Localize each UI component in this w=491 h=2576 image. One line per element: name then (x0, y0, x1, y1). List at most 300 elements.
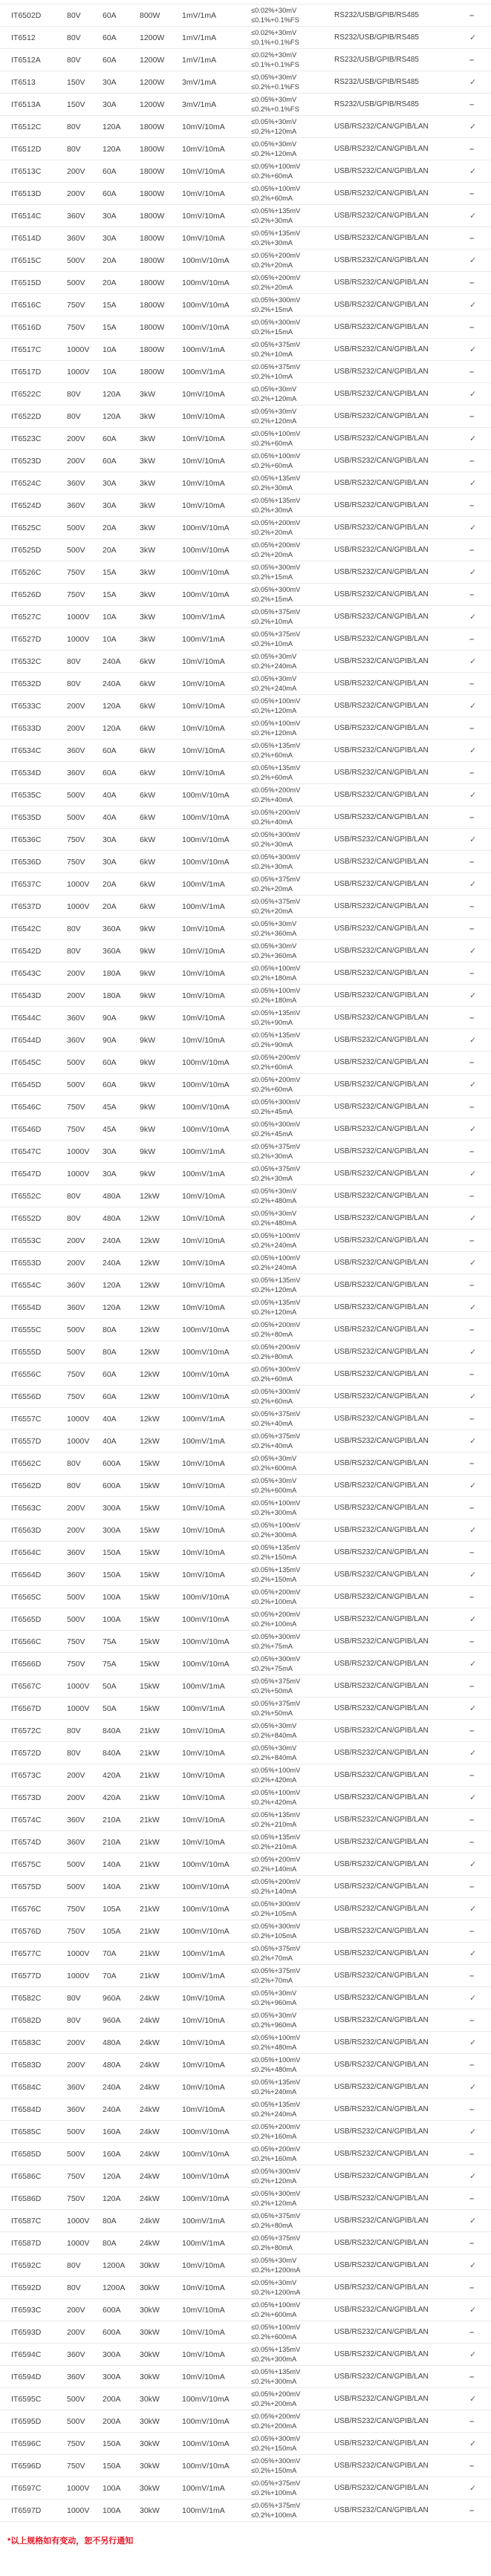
accuracy-voltage-line: ≤0.02%+30mV (251, 7, 297, 15)
interfaces-cell: USB/RS232/CAN/GPIB/LAN (334, 368, 429, 376)
resolution-cell: 100mV/10mA (182, 590, 230, 599)
status-cell (461, 2328, 491, 2337)
table-row (0, 2121, 491, 2143)
resolution-cell: 100mV/1mA (182, 1147, 225, 1156)
power-cell: 12kW (140, 1414, 160, 1424)
status-cell (461, 2082, 491, 2092)
accuracy-current-line: ≤0.2%+300mA (251, 1530, 297, 1539)
voltage-cell: 1000V (67, 879, 90, 889)
accuracy-current-line: ≤0.2%+180mA (251, 996, 297, 1004)
accuracy-cell (251, 986, 334, 1004)
accuracy-voltage-line: ≤0.05%+200mV (251, 1856, 301, 1864)
status-cell (461, 1859, 491, 1869)
accuracy-current-line: ≤0.1%+0.1%FS (251, 38, 299, 46)
interfaces-cell: USB/RS232/CAN/GPIB/LAN (334, 323, 429, 331)
check-icon: ✓ (469, 1860, 477, 1869)
accuracy-cell (251, 1855, 334, 1873)
power-cell: 3kW (140, 523, 155, 532)
dash-icon: – (469, 901, 475, 911)
accuracy-voltage-line: ≤0.05%+375mV (251, 1143, 301, 1151)
accuracy-cell (251, 1365, 334, 1383)
current-cell: 840A (103, 1748, 121, 1758)
power-cell: 3kW (140, 434, 155, 443)
power-cell: 12kW (140, 1369, 160, 1379)
accuracy-cell (251, 1833, 334, 1851)
dash-icon: – (469, 924, 475, 933)
power-cell: 12kW (140, 1302, 160, 1312)
voltage-cell: 80V (67, 33, 81, 42)
accuracy-cell (251, 852, 334, 870)
interfaces-cell: USB/RS232/CAN/GPIB/LAN (334, 947, 429, 955)
resolution-cell: 10mV/10mA (182, 2305, 225, 2315)
status-cell (461, 211, 491, 221)
resolution-cell: 100mV/1mA (182, 367, 225, 376)
dash-icon: – (469, 1414, 475, 1424)
power-cell: 6kW (140, 879, 155, 889)
interfaces-cell: USB/RS232/CAN/GPIB/LAN (334, 2194, 429, 2202)
resolution-cell: 10mV/10mA (182, 2104, 225, 2114)
current-cell: 600A (103, 1458, 121, 1468)
accuracy-voltage-line: ≤0.05%+100mV (251, 452, 301, 460)
interfaces-cell: USB/RS232/CAN/GPIB/LAN (334, 1704, 429, 1712)
table-row (0, 1586, 491, 1608)
status-cell (461, 656, 491, 666)
resolution-cell: 10mV/10mA (182, 946, 225, 956)
power-cell: 1800W (140, 322, 165, 332)
accuracy-voltage-line: ≤0.05%+100mV (251, 1789, 301, 1797)
status-cell (461, 2216, 491, 2226)
dash-icon: – (469, 1882, 475, 1891)
accuracy-voltage-line: ≤0.05%+100mV (251, 1254, 301, 1262)
table-row (0, 1297, 491, 1319)
check-icon: ✓ (469, 1214, 477, 1223)
table-row (0, 1898, 491, 1920)
check-icon: ✓ (469, 390, 477, 399)
interfaces-cell: USB/RS232/CAN/GPIB/LAN (334, 2261, 429, 2269)
voltage-cell: 750V (67, 1926, 85, 1936)
check-icon: ✓ (469, 1437, 477, 1446)
dash-icon: – (469, 2149, 475, 2159)
accuracy-current-line: ≤0.2%+140mA (251, 1865, 297, 1873)
resolution-cell: 10mV/10mA (182, 2015, 225, 2025)
interfaces-cell: USB/RS232/CAN/GPIB/LAN (334, 1125, 429, 1133)
resolution-cell: 10mV/10mA (182, 500, 225, 510)
table-row (0, 1965, 491, 1987)
interfaces-cell: USB/RS232/CAN/GPIB/LAN (334, 657, 429, 665)
status-cell (461, 389, 491, 399)
current-cell: 80A (103, 1347, 117, 1357)
dash-icon: – (469, 1681, 475, 1691)
interfaces-cell: USB/RS232/CAN/GPIB/LAN (334, 2127, 429, 2136)
power-cell: 21kW (140, 1971, 160, 1980)
model-cell: IT6537C (11, 879, 42, 889)
current-cell: 240A (103, 1258, 121, 1268)
resolution-cell: 10mV/10mA (182, 679, 225, 688)
power-cell: 30kW (140, 2461, 160, 2471)
table-row (0, 1141, 491, 1163)
accuracy-cell (251, 2189, 334, 2207)
current-cell: 75A (103, 1659, 117, 1669)
voltage-cell: 750V (67, 2171, 85, 2181)
power-cell: 9kW (140, 1147, 155, 1156)
accuracy-voltage-line: ≤0.05%+30mV (251, 2012, 297, 2020)
voltage-cell: 500V (67, 523, 85, 532)
current-cell: 120A (103, 2171, 121, 2181)
resolution-cell: 1mV/1mA (182, 55, 217, 65)
accuracy-current-line: ≤0.2%+120mA (251, 417, 297, 425)
dash-icon: – (469, 500, 475, 510)
table-row (0, 2076, 491, 2099)
resolution-cell: 10mV/10mA (182, 2350, 225, 2359)
current-cell: 30A (103, 857, 117, 867)
power-cell: 9kW (140, 991, 155, 1000)
model-cell: IT6542D (11, 946, 42, 956)
accuracy-cell (251, 1521, 334, 1539)
power-cell: 12kW (140, 1191, 160, 1201)
status-cell (461, 858, 491, 867)
power-cell: 24kW (140, 2060, 160, 2070)
accuracy-current-line: ≤0.2%+120mA (251, 394, 297, 402)
accuracy-current-line: ≤0.2%+10mA (251, 639, 293, 648)
check-icon: ✓ (469, 1392, 477, 1401)
accuracy-voltage-line: ≤0.05%+300mV (251, 2457, 301, 2465)
interfaces-cell: USB/RS232/CAN/GPIB/LAN (334, 1526, 429, 1534)
resolution-cell: 100mV/10mA (182, 812, 230, 822)
resolution-cell: 10mV/10mA (182, 1548, 225, 1557)
check-icon: ✓ (469, 2484, 477, 2493)
accuracy-voltage-line: ≤0.05%+100mV (251, 2324, 301, 2332)
accuracy-voltage-line: ≤0.05%+100mV (251, 965, 301, 973)
current-cell: 180A (103, 968, 121, 978)
voltage-cell: 750V (67, 567, 85, 577)
resolution-cell: 100mV/1mA (182, 1169, 225, 1178)
accuracy-current-line: ≤0.2%+240mA (251, 1263, 297, 1271)
current-cell: 120A (103, 2194, 121, 2203)
current-cell: 20A (103, 278, 117, 287)
dash-icon: – (469, 100, 475, 109)
table-row (0, 740, 491, 762)
status-cell (461, 790, 491, 800)
accuracy-cell (251, 273, 334, 291)
status-cell (461, 323, 491, 332)
table-row (0, 2165, 491, 2188)
table-row (0, 160, 491, 183)
model-cell: IT6515C (11, 255, 42, 265)
table-row (0, 2277, 491, 2299)
accuracy-current-line: ≤0.2%+100mA (251, 2511, 297, 2519)
model-cell: IT6546D (11, 1124, 42, 1134)
model-cell: IT6594C (11, 2350, 42, 2359)
accuracy-voltage-line: ≤0.05%+300mV (251, 586, 301, 594)
current-cell: 240A (103, 656, 121, 666)
accuracy-cell (251, 2323, 334, 2341)
accuracy-voltage-line: ≤0.05%+200mV (251, 786, 301, 795)
table-row (0, 1163, 491, 1185)
dash-icon: – (469, 55, 475, 65)
voltage-cell: 360V (67, 2350, 85, 2359)
power-cell: 15kW (140, 1681, 160, 1691)
voltage-cell: 750V (67, 1637, 85, 1646)
voltage-cell: 750V (67, 857, 85, 867)
dash-icon: – (469, 590, 475, 599)
power-cell: 24kW (140, 2216, 160, 2226)
accuracy-cell (251, 28, 334, 46)
resolution-cell: 100mV/10mA (182, 1904, 230, 1914)
power-cell: 1200W (140, 100, 165, 109)
power-cell: 24kW (140, 2082, 160, 2092)
dash-icon: – (469, 1637, 475, 1646)
accuracy-cell (251, 630, 334, 648)
current-cell: 80A (103, 2238, 117, 2248)
resolution-cell: 100mV/10mA (182, 278, 230, 287)
accuracy-cell (251, 2167, 334, 2185)
current-cell: 100A (103, 1614, 121, 1624)
interfaces-cell: USB/RS232/CAN/GPIB/LAN (334, 412, 429, 420)
resolution-cell: 10mV/10mA (182, 1191, 225, 1201)
dash-icon: – (469, 2416, 475, 2426)
voltage-cell: 1000V (67, 1971, 90, 1980)
interfaces-cell: USB/RS232/CAN/GPIB/LAN (334, 189, 429, 198)
current-cell: 30A (103, 1169, 117, 1178)
power-cell: 9kW (140, 1102, 155, 1112)
accuracy-current-line: ≤0.2%+480mA (251, 2043, 297, 2051)
interfaces-cell: USB/RS232/CAN/GPIB/LAN (334, 167, 429, 175)
current-cell: 120A (103, 411, 121, 421)
voltage-cell: 360V (67, 746, 85, 755)
power-cell: 24kW (140, 2238, 160, 2248)
current-cell: 840A (103, 1726, 121, 1735)
model-cell: IT6533C (11, 701, 42, 711)
accuracy-current-line: ≤0.2%+30mA (251, 1152, 293, 1160)
resolution-cell: 100mV/10mA (182, 2149, 230, 2159)
accuracy-current-line: ≤0.2%+200mA (251, 2399, 297, 2407)
voltage-cell: 80V (67, 389, 81, 399)
model-cell: IT6585C (11, 2127, 42, 2136)
model-cell: IT6566C (11, 1637, 42, 1646)
model-cell: IT6543C (11, 968, 42, 978)
interfaces-cell: USB/RS232/CAN/GPIB/LAN (334, 1348, 429, 1356)
accuracy-current-line: ≤0.2%+60mA (251, 1397, 293, 1405)
voltage-cell: 1000V (67, 1681, 90, 1691)
accuracy-current-line: ≤0.2%+100mA (251, 2488, 297, 2497)
accuracy-voltage-line: ≤0.05%+30mV (251, 1477, 297, 1485)
power-cell: 21kW (140, 1815, 160, 1825)
accuracy-cell (251, 1877, 334, 1895)
accuracy-voltage-line: ≤0.05%+300mV (251, 831, 301, 839)
resolution-cell: 100mV/1mA (182, 1681, 225, 1691)
accuracy-current-line: ≤0.2%+70mA (251, 1954, 293, 1962)
accuracy-current-line: ≤0.2%+50mA (251, 1686, 293, 1695)
table-row (0, 2500, 491, 2522)
resolution-cell: 10mV/10mA (182, 2082, 225, 2092)
table-row (0, 918, 491, 940)
power-cell: 6kW (140, 723, 155, 733)
interfaces-cell: USB/RS232/CAN/GPIB/LAN (334, 1504, 429, 1512)
interfaces-cell: USB/RS232/CAN/GPIB/LAN (334, 1571, 429, 1579)
accuracy-current-line: ≤0.2%+240mA (251, 2087, 297, 2096)
voltage-cell: 200V (67, 991, 85, 1000)
model-cell: IT6553D (11, 1258, 42, 1268)
dash-icon: – (469, 2194, 475, 2203)
interfaces-cell: USB/RS232/CAN/GPIB/LAN (334, 1660, 429, 1668)
interfaces-cell: USB/RS232/CAN/GPIB/LAN (334, 2217, 429, 2225)
accuracy-voltage-line: ≤0.05%+300mV (251, 853, 301, 861)
accuracy-cell (251, 451, 334, 469)
accuracy-current-line: ≤0.2%+600mA (251, 1486, 297, 1494)
table-row (0, 1274, 491, 1297)
accuracy-voltage-line: ≤0.05%+375mV (251, 1165, 301, 1173)
accuracy-cell (251, 563, 334, 581)
interfaces-cell: USB/RS232/CAN/GPIB/LAN (334, 880, 429, 888)
resolution-cell: 100mV/1mA (182, 2505, 225, 2515)
current-cell: 40A (103, 1436, 117, 1446)
model-cell: IT6515D (11, 278, 42, 287)
resolution-cell: 100mV/10mA (182, 1392, 230, 1401)
table-row (0, 1252, 491, 1274)
voltage-cell: 750V (67, 835, 85, 844)
power-cell: 30kW (140, 2394, 160, 2404)
voltage-cell: 500V (67, 1080, 85, 1089)
voltage-cell: 500V (67, 1859, 85, 1869)
accuracy-cell (251, 808, 334, 826)
interfaces-cell: USB/RS232/CAN/GPIB/LAN (334, 1036, 429, 1044)
accuracy-current-line: ≤0.2%+75mA (251, 1664, 293, 1672)
power-cell: 6kW (140, 901, 155, 911)
power-cell: 24kW (140, 2194, 160, 2203)
interfaces-cell: USB/RS232/CAN/GPIB/LAN (334, 2506, 429, 2514)
status-cell (461, 501, 491, 510)
current-cell: 420A (103, 1793, 121, 1802)
model-cell: IT6525C (11, 523, 42, 532)
table-row (0, 1475, 491, 1497)
voltage-cell: 360V (67, 1837, 85, 1847)
check-icon: ✓ (469, 2127, 477, 2136)
voltage-cell: 200V (67, 2060, 85, 2070)
check-icon: ✓ (469, 1259, 477, 1268)
dash-icon: – (469, 189, 475, 198)
model-cell: IT6552D (11, 1213, 42, 1223)
accuracy-voltage-line: ≤0.05%+300mV (251, 1923, 301, 1931)
resolution-cell: 100mV/1mA (182, 634, 225, 644)
table-row (0, 1408, 491, 1430)
status-cell (461, 1504, 491, 1513)
interfaces-cell: USB/RS232/CAN/GPIB/LAN (334, 546, 429, 554)
current-cell: 15A (103, 322, 117, 332)
power-cell: 30kW (140, 2283, 160, 2292)
voltage-cell: 80V (67, 1726, 81, 1735)
accuracy-cell (251, 2234, 334, 2251)
resolution-cell: 100mV/10mA (182, 2439, 230, 2448)
table-row (0, 1675, 491, 1698)
power-cell: 30kW (140, 2483, 160, 2493)
accuracy-voltage-line: ≤0.05%+100mV (251, 697, 301, 705)
voltage-cell: 200V (67, 434, 85, 443)
accuracy-current-line: ≤0.2%+210mA (251, 1820, 297, 1828)
resolution-cell: 10mV/10mA (182, 924, 225, 933)
status-cell (461, 1570, 491, 1579)
accuracy-cell (251, 1744, 334, 1761)
current-cell: 90A (103, 1013, 117, 1023)
current-cell: 60A (103, 456, 117, 466)
resolution-cell: 100mV/1mA (182, 2483, 225, 2493)
accuracy-current-line: ≤0.1%+0.1%FS (251, 16, 299, 24)
accuracy-current-line: ≤0.2%+90mA (251, 1040, 293, 1049)
table-row (0, 49, 491, 71)
accuracy-cell (251, 1989, 334, 2006)
accuracy-voltage-line: ≤0.05%+200mV (251, 1054, 301, 1062)
check-icon: ✓ (469, 2217, 477, 2226)
voltage-cell: 500V (67, 2149, 85, 2159)
current-cell: 60A (103, 1369, 117, 1379)
voltage-cell: 500V (67, 545, 85, 555)
voltage-cell: 500V (67, 2127, 85, 2136)
power-cell: 3kW (140, 634, 155, 644)
check-icon: ✓ (469, 568, 477, 577)
table-row (0, 1185, 491, 1207)
resolution-cell: 100mV/10mA (182, 857, 230, 867)
current-cell: 240A (103, 679, 121, 688)
model-cell: IT6533D (11, 723, 42, 733)
power-cell: 21kW (140, 1926, 160, 1936)
voltage-cell: 80V (67, 55, 81, 65)
current-cell: 60A (103, 1392, 117, 1401)
dash-icon: – (469, 1236, 475, 1245)
interfaces-cell: USB/RS232/CAN/GPIB/LAN (334, 568, 429, 576)
accuracy-cell (251, 1098, 334, 1115)
check-icon: ✓ (469, 1905, 477, 1914)
accuracy-cell (251, 1008, 334, 1026)
model-cell: IT6513A (11, 100, 41, 109)
accuracy-cell (251, 1031, 334, 1049)
accuracy-current-line: ≤0.2%+100mA (251, 1620, 297, 1628)
accuracy-cell (251, 2211, 334, 2229)
resolution-cell: 10mV/10mA (182, 1481, 225, 1490)
status-cell (461, 1169, 491, 1178)
power-cell: 30kW (140, 2416, 160, 2426)
power-cell: 3kW (140, 389, 155, 399)
accuracy-cell (251, 1565, 334, 1583)
status-cell (461, 835, 491, 844)
status-cell (461, 879, 491, 889)
current-cell: 140A (103, 1859, 121, 1869)
power-cell: 30kW (140, 2372, 160, 2381)
model-cell: IT6567D (11, 1703, 42, 1713)
table-row (0, 762, 491, 784)
resolution-cell: 100mV/10mA (182, 300, 230, 310)
accuracy-voltage-line: ≤0.05%+200mV (251, 1321, 301, 1329)
check-icon: ✓ (469, 2350, 477, 2359)
model-cell: IT6522D (11, 411, 42, 421)
accuracy-current-line: ≤0.2%+20mA (251, 907, 293, 915)
status-cell (461, 1748, 491, 1758)
voltage-cell: 80V (67, 10, 81, 20)
accuracy-cell (251, 2033, 334, 2051)
accuracy-voltage-line: ≤0.05%+30mV (251, 385, 297, 394)
current-cell: 60A (103, 746, 117, 755)
table-row (0, 940, 491, 962)
model-cell: IT6582C (11, 1993, 42, 2003)
accuracy-current-line: ≤0.2%+120mA (251, 706, 297, 714)
interfaces-cell: USB/RS232/CAN/GPIB/LAN (334, 1236, 429, 1245)
table-row (0, 2210, 491, 2232)
power-cell: 24kW (140, 2171, 160, 2181)
resolution-cell: 100mV/10mA (182, 1347, 230, 1357)
model-cell: IT6556C (11, 1369, 42, 1379)
interfaces-cell: USB/RS232/CAN/GPIB/LAN (334, 434, 429, 443)
resolution-cell: 100mV/10mA (182, 2416, 230, 2426)
table-row (0, 2477, 491, 2500)
accuracy-voltage-line: ≤0.02%+30mV (251, 51, 297, 59)
